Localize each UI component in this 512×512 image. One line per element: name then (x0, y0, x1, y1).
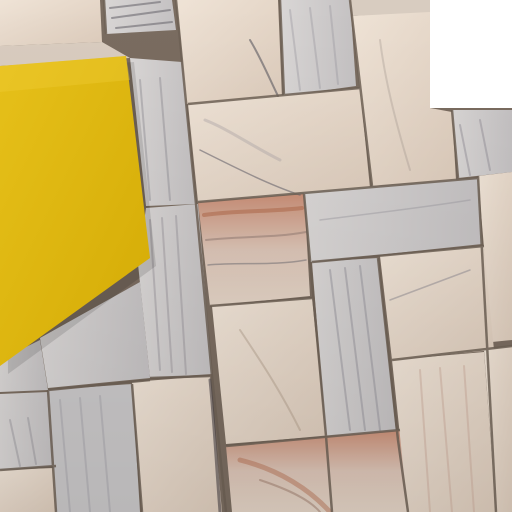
white-patch (430, 0, 512, 108)
